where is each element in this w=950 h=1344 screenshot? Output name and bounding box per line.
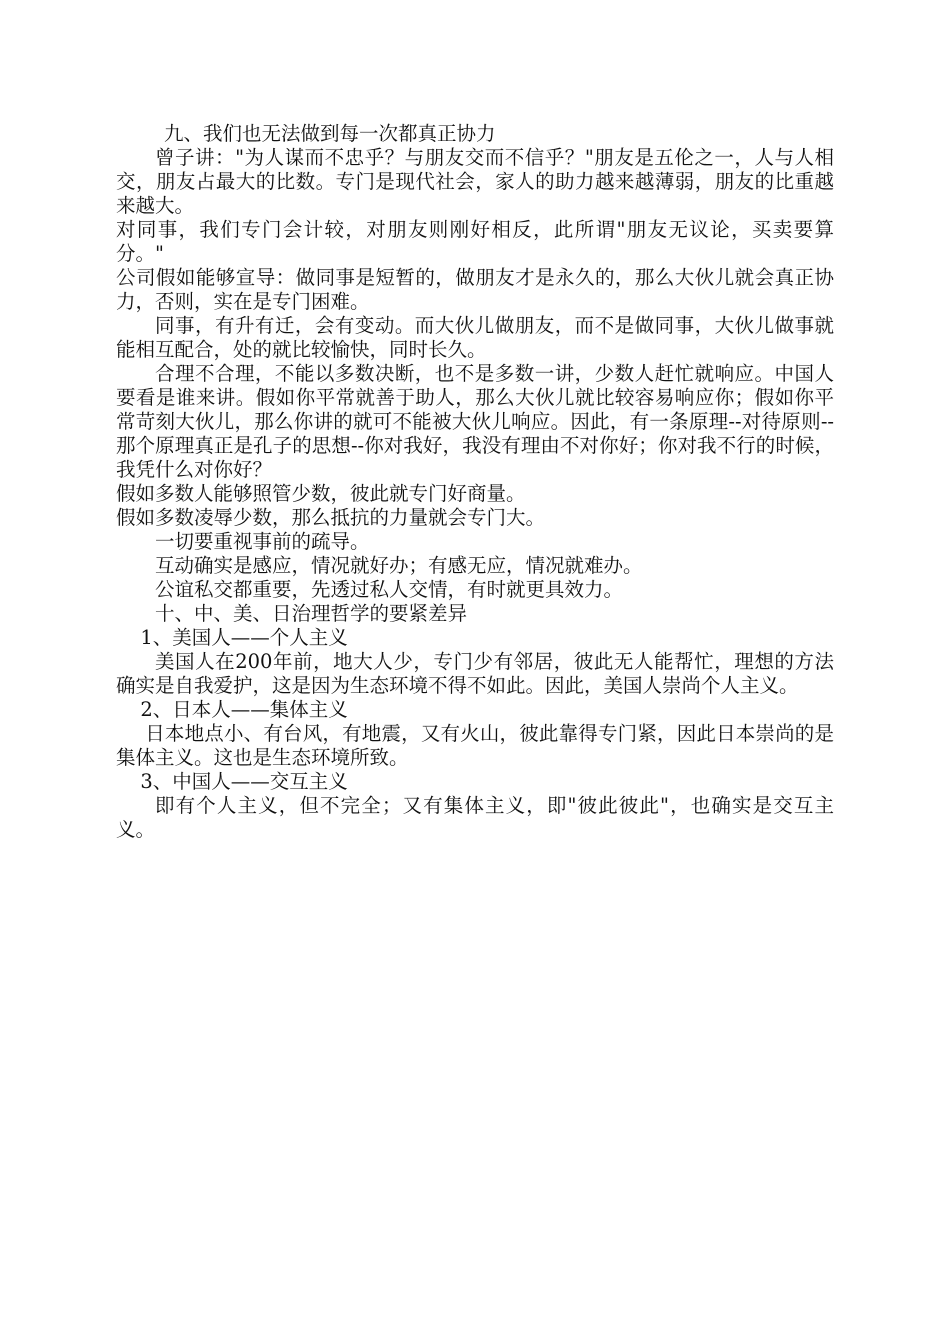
section-heading-nine: 九、我们也无法做到每一次都真正协力 xyxy=(164,122,496,145)
section-heading-ten: 十、中、美、日治理哲学的要紧差异 xyxy=(155,602,468,625)
paragraph: 对同事，我们专门会计较，对朋友则刚好相反，此所谓"朋友无议论，买卖要算分。" xyxy=(116,218,834,265)
paragraph: 公司假如能够宣导：做同事是短暂的，做朋友才是永久的，那么大伙儿就会真正协力，否则，实在是专门困难。 xyxy=(116,266,834,313)
paragraph: 日本地点小、有台风，有地震，又有火山，彼此靠得专门紧，因此日本崇尚的是集体主义。这也是生态环境所致。 xyxy=(116,722,834,769)
paragraph: 互动确实是感应，情况就好办；有感无应，情况就难办。 xyxy=(155,554,643,577)
document-body xyxy=(116,122,834,842)
paragraph: 合理不合理，不能以多数决断，也不是多数一讲，少数人赶忙就响应。中国人要看是谁来讲。假如你平常就善于助人，那么大伙儿就比较容易响应你；假如你平常苛刻大伙儿，那么你讲的就可不能被大伙儿响应。因此，有一条原理--对待原则--那个原理真正是孔子的思想--你对我好，我没有理由不对你好；你对我不行的时候，我凭什么对你好？ xyxy=(116,362,834,481)
paragraph: 曾子讲："为人谋而不忠乎？与朋友交而不信乎？"朋友是五伦之一，人与人相交，朋友占最大的比数。专门是现代社会，家人的助力越来越薄弱，朋友的比重越来越大。 xyxy=(116,146,834,217)
paragraph: 即有个人主义，但不完全；又有集体主义，即"彼此彼此"，也确实是交互主义。 xyxy=(116,794,834,841)
paragraph: 假如多数人能够照管少数，彼此就专门好商量。 xyxy=(116,482,526,505)
paragraph: 一切要重视事前的疏导。 xyxy=(155,530,370,553)
subheading-japan: 2、日本人——集体主义 xyxy=(140,698,348,721)
paragraph: 公谊私交都重要，先透过私人交情，有时就更具效力。 xyxy=(155,578,624,601)
paragraph: 美国人在200年前，地大人少，专门少有邻居，彼此无人能帮忙，理想的方法确实是自我爱护，这是因为生态环境不得不如此。因此，美国人崇尚个人主义。 xyxy=(116,650,834,697)
subheading-america: 1、美国人——个人主义 xyxy=(140,626,348,649)
paragraph: 同事，有升有迁，会有变动。而大伙儿做朋友，而不是做同事，大伙儿做事就能相互配合，处的就比较愉快，同时长久。 xyxy=(116,314,834,361)
subheading-china: 3、中国人——交互主义 xyxy=(140,770,348,793)
paragraph: 假如多数凌辱少数，那么抵抗的力量就会专门大。 xyxy=(116,506,546,529)
